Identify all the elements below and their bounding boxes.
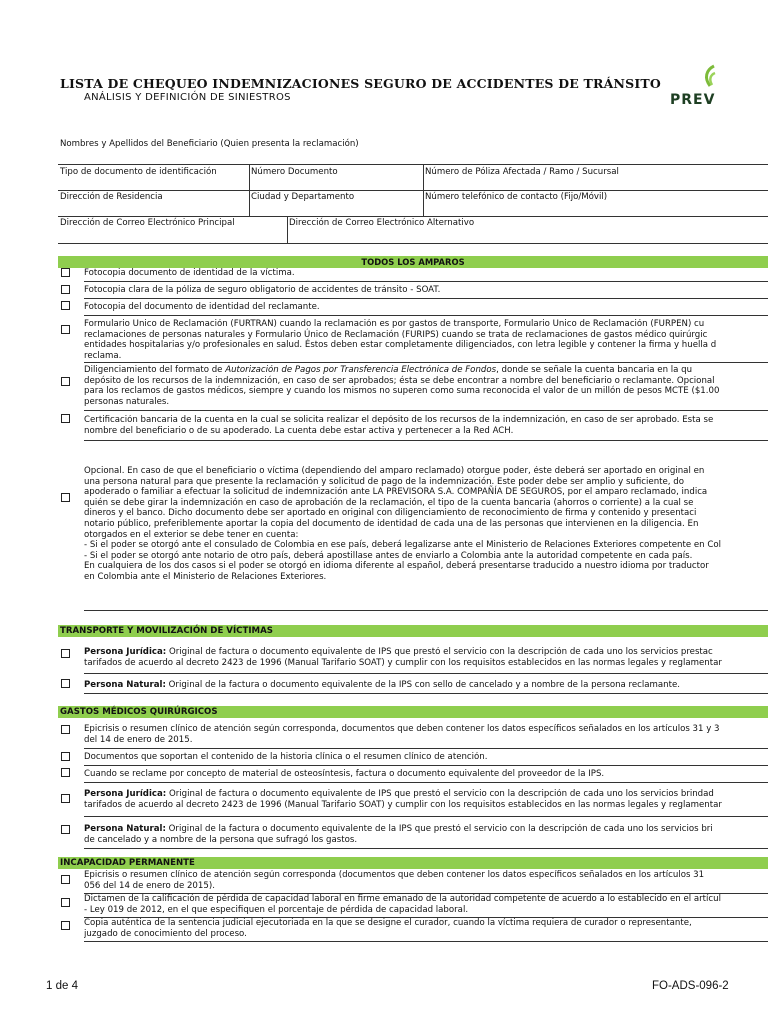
checkbox[interactable] — [61, 794, 70, 803]
checklist-item: Formulario Único de Reclamación (FURTRAN) cuando la reclamación es por gastos de transporte, Formulario Único de Reclamación (FURPEN) cu reclamaciones de personas naturales y Formulario Único de Reclamación (FURIPS) cuando se trata de reclamaciones de gastos médico quirúrgic entidades hospitalarias y/o profesionales en salud. Éstos deben estar completamente diligenciados, con letra legible y contener la firma y huella d reclama. — [84, 319, 717, 361]
form-code: FO-ADS-096-2 — [652, 980, 729, 992]
email-alt-label: Dirección de Correo Electrónico Alternativo — [289, 218, 475, 228]
item-divider — [84, 362, 768, 363]
checkbox[interactable] — [61, 649, 70, 658]
checkbox[interactable] — [61, 301, 70, 310]
field-divider — [58, 190, 768, 191]
checkbox[interactable] — [61, 285, 70, 294]
checklist-item: Certificación bancaria de la cuenta en la cual se solicita realizar el depósito de los recursos de la indemnización, en caso de ser aprobado. Ésta se nombre del beneficiario o de su apoderado. La cuenta debe estar activa y pertenecer a la Red ACH. — [84, 415, 714, 436]
checklist-item: Fotocopia documento de identidad de la víctima. — [84, 268, 295, 278]
checklist-item: Fotocopia clara de la póliza de seguro obligatorio de accidentes de tránsito - SOAT. — [84, 285, 441, 295]
item-divider — [84, 816, 768, 817]
document-subtitle: ANÁLISIS Y DEFINICIÓN DE SINIESTROS — [84, 92, 291, 103]
checkbox[interactable] — [61, 493, 70, 502]
company-logo-text: PREV — [670, 92, 716, 108]
checkbox[interactable] — [61, 268, 70, 277]
doc-number-label: Número Documento — [251, 167, 338, 177]
item-divider — [84, 281, 768, 282]
field-divider — [58, 164, 768, 165]
checklist-item: Persona Natural: Original de la factura o documento equivalente de la IPS que prestó el servicio con la descripción de cada uno los servicios bri de cancelado y a nombre de la persona que sufragó los gastos. — [84, 824, 713, 845]
city-label: Ciudad y Departamento — [251, 192, 355, 202]
beneficiary-label: Nombres y Apellidos del Beneficiario (Quien presenta la reclamación) — [60, 139, 359, 149]
item-divider — [84, 610, 768, 611]
checkbox[interactable] — [61, 679, 70, 688]
section-header-medical: GASTOS MÉDICOS QUIRÚRGICOS — [58, 706, 768, 718]
checklist-item: Cuando se reclame por concepto de material de osteosíntesis, factura o documento equivalente del proveedor de la IPS. — [84, 769, 605, 779]
checklist-item: Persona Natural: Original de la factura o documento equivalente de la IPS con sello de cancelado y a nombre de la persona reclamante. — [84, 680, 681, 690]
checklist-item: Documentos que soportan el contenido de la historia clínica o el resumen clínico de atención. — [84, 752, 488, 762]
section-header-disability: INCAPACIDAD PERMANENTE — [58, 857, 768, 869]
checkbox[interactable] — [61, 414, 70, 423]
item-divider — [84, 748, 768, 749]
checkbox[interactable] — [61, 752, 70, 761]
item-divider — [84, 410, 768, 411]
leaf-logo-icon — [702, 64, 716, 90]
checkbox[interactable] — [61, 898, 70, 907]
section-header-transport: TRANSPORTE Y MOVILIZACIÓN DE VÍCTIMAS — [58, 625, 768, 637]
checkbox[interactable] — [61, 768, 70, 777]
checklist-item: Dictamen de la calificación de pérdida de capacidad laboral en firme emanado de la autoridad competente de acuerdo a lo establecido en el artícul - Ley 019 de 2012, en el que especifiquen el porcentaje de pérdida de capacidad laboral. — [84, 894, 721, 915]
address-label: Dirección de Residencia — [60, 192, 163, 202]
checkbox[interactable] — [61, 377, 70, 386]
checklist-item: Fotocopia del documento de identidad del reclamante. — [84, 302, 320, 312]
item-divider — [84, 440, 768, 441]
checklist-item: Epicrisis o resumen clínico de atención según corresponda (documentos que deben contener los datos específicos señalados en los artículos 31 056 del 14 de enero de 2015). — [84, 870, 705, 891]
field-divider — [58, 216, 768, 217]
item-divider — [84, 315, 768, 316]
section-header-all: TODOS LOS AMPAROS — [58, 256, 768, 268]
checklist-item: Epicrisis o resumen clínico de atención según corresponda, documentos que deben contener los datos específicos señalados en los artículos 31 y 3 del 14 de enero de 2015. — [84, 724, 720, 745]
item-divider — [84, 782, 768, 783]
checklist-item: Persona Jurídica: Original de factura o documento equivalente de IPS que prestó el servicio con la descripción de cada uno los servicios brindad tarifados de acuerdo al decreto 2423 de 1996 (Manual Tarifario SOAT) y cumplir con los requisitos establecidos en las normas legales y reglamentar — [84, 789, 722, 810]
checklist-item: Diligenciamiento del formato de Autorización de Pagos por Transferencia Electrónica de Fondos, donde se señale la cuenta bancaria en la qu depósito de los recursos de la indemnización, en caso de ser aprobados; ésta se debe encontrar a nombre del beneficiario o reclamante. Opcional para los reclamos de gastos médicos, siempre y cuando los mismos no superen como suma reconocida el valor de un millón de pesos MCTE ($1.00 personas naturales. — [84, 365, 720, 407]
checkbox[interactable] — [61, 325, 70, 334]
policy-label: Número de Póliza Afectada / Ramo / Sucursal — [425, 167, 619, 177]
item-divider — [84, 848, 768, 849]
checkbox[interactable] — [61, 825, 70, 834]
doc-type-label: Tipo de documento de identificación — [60, 167, 217, 177]
field-divider — [58, 243, 768, 244]
item-divider — [84, 693, 768, 694]
field-divider — [287, 216, 288, 243]
document-title: LISTA DE CHEQUEO INDEMNIZACIONES SEGURO DE ACCIDENTES DE TRÁNSITO — [60, 76, 662, 91]
checklist-item: Copia auténtica de la sentencia judicial ejecutoriada en la que se designe el curador, cuando la víctima requiera de curador o representante, juzgado de conocimiento del proceso. — [84, 918, 692, 939]
item-divider — [84, 941, 768, 942]
item-divider — [84, 765, 768, 766]
item-divider — [84, 298, 768, 299]
email-main-label: Dirección de Correo Electrónico Principal — [60, 218, 235, 228]
checklist-item: Opcional. En caso de que el beneficiario o víctima (dependiendo del amparo reclamado) otorgue poder, éste deberá ser aportado en original en una persona natural para que presente la reclamación y solicitud de pago de la indemnización. Este poder debe ser amplio y suficiente, do apoderado o familiar a efectuar la solicitud de indemnización ante LA PREVISORA S.A. COMPAÑÍA DE SEGUROS, por el amparo reclamado, indica quién se debe girar la indemnización en caso de aprobación de la reclamación, el tipo de la cuenta bancaria (ahorros o corriente) a la cual se dineros y el banco. Dicho documento debe ser aportado en original con diligenciamiento de reconocimiento de firma y contenido y presentaci notario público, preferiblemente aportar la copia del documento de identidad de cada una de las personas que intervienen en la diligencia. En otorgados en el exterior se debe tener en cuenta: - Si el poder se otorgó ante el consulado de Colombia en ese país, deberá legalizarse ante el Ministerio de Relaciones Exteriores competente en Col - Si el poder se otorgó ante notario de otro país, deberá apostillase antes de enviarlo a Colombia ante la autoridad competente en cada país. En cualquiera de los dos casos si el poder se otorgó en idioma diferente al español, deberá presentarse traducido a nuestro idioma por traductor en Colombia ante el Ministerio de Relaciones Exteriores. — [84, 466, 721, 582]
checklist-item: Persona Jurídica: Original de factura o documento equivalente de IPS que prestó el servicio con la descripción de cada uno los servicios prestac tarifados de acuerdo al decreto 2423 de 1996 (Manual Tarifario SOAT) y cumplir con los requisitos establecidos en las normas legales y reglamentar — [84, 647, 722, 668]
phone-label: Número telefónico de contacto (Fijo/Móvil) — [425, 192, 608, 202]
checkbox[interactable] — [61, 725, 70, 734]
page-number: 1 de 4 — [46, 980, 78, 992]
checkbox[interactable] — [61, 875, 70, 884]
checkbox[interactable] — [61, 921, 70, 930]
item-divider — [84, 673, 768, 674]
